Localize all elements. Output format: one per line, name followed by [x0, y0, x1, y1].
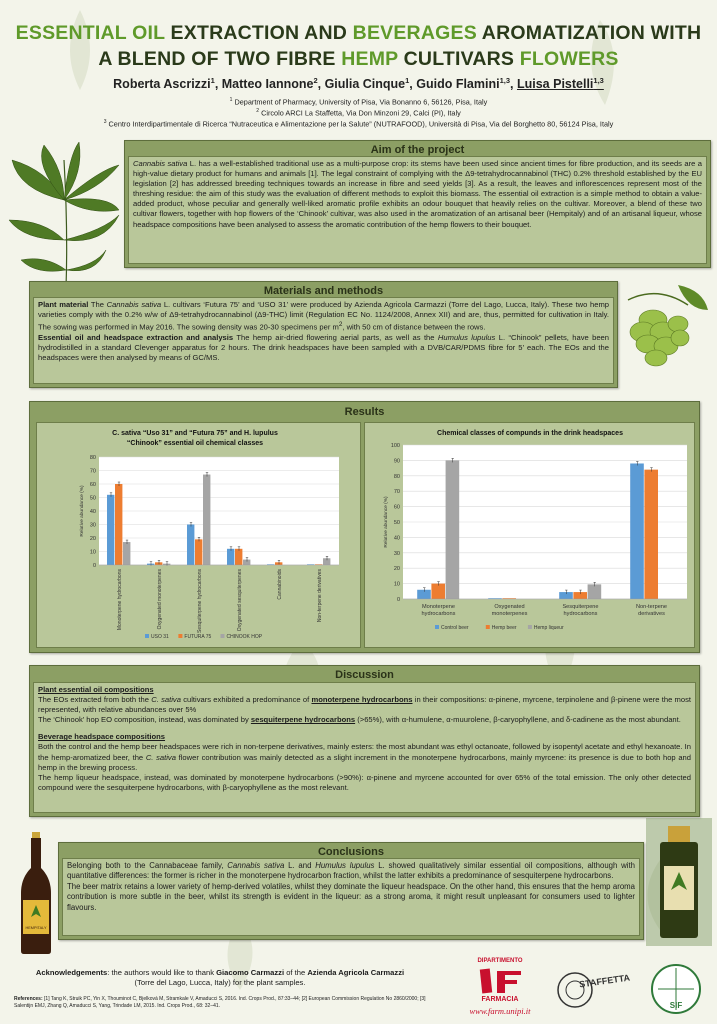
bar: [107, 495, 114, 565]
bar: [431, 584, 445, 599]
bar: [243, 560, 250, 565]
discussion-subheading-1: Plant essential oil compositions: [38, 685, 154, 694]
bar: [115, 484, 122, 565]
discussion-paragraph-2: The ‘Chinook’ hop EO composition, instead, was dominated by sesquiterpene hydrocarbons (>65%), with α-humulene, α-muurolene, β-caryophyllene, and δ-cadinene as the most abundant.: [38, 715, 681, 725]
hemp-plant-illustration: [8, 140, 123, 290]
y-tick-label: 100: [390, 443, 400, 449]
sif-logo: [648, 960, 704, 1018]
materials-heading: Materials and methods: [263, 285, 384, 297]
category-label: Monoterpene: [422, 604, 455, 610]
sif-text: SIF: [669, 1001, 683, 1010]
farmacia-logo: [460, 958, 540, 1003]
legend-swatch: [435, 625, 439, 629]
affiliation-2: $^2$ Circolo ARCI La Staffetta, Via Don Minzoni 29, Calci (PI), Italy: [256, 108, 461, 118]
bar: [573, 592, 587, 599]
aim-text: Cannabis sativa L. has a well-established traditional use as a multi-purpose crop: its stems have been used since ancient times for fibre production, and its seeds are a high-value dietary product for humans and animals [1]. The legal constraint of complying with the Δ9-tetrahydrocannabinol (THC) 0.2% threshold established by the EU legislation [2] has addressed breeding techniques towards an increase in fibre and seed yields [3]. As a result, the leaves and inflorescences represent most of the threshing residue: the aim of this study was the evaluation of different methods to exploit this biomass. The essential oil extraction is a simple method to obtain a value-added product, whose peculiar and generally well-liked aromatic profile exhibits an odour bouquet that heavily relies on the cultivar. Moreover, a blend of these two cultivar flowers, together with hop flowers of the ‘Chinook’ cultivar, was also used in the aromatization of an artisanal beer (Hempitaly) and of an artisanal liqueur, whose headspace compositions have been analysed to assess the aromatic contribution of the hemp flowers to their bouquet.: [133, 159, 702, 229]
aim-heading: Aim of the project: [370, 144, 465, 156]
references: References: [1] Tang K, Struik PC, Yin X, Thouminot C, Bjelková M, Stramkale V, Amaducci S, 2016. Ind. Crops Prod., 87:33–44; [2] European Commission Regulation No 2860/2000; [3] Salentijn EMJ, Zhang Q, Amaducci S, Yang, Trindade LM, 2015. Ind. Crops Prod., 68: 32–41.: [14, 996, 426, 1009]
category-label: hydrocarbons: [421, 611, 456, 617]
category-label: Oxygenated: [494, 604, 525, 610]
category-label: Oxygenated monoterpenes: [157, 569, 163, 630]
legend-swatch: [486, 625, 490, 629]
acknowledgements: Acknowledgements: the authors would like to thank Giacomo Carmazzi of the Azienda Agricola Carmazzi (Torre del Lago, Lucca, Italy) for the plant samples.: [35, 968, 405, 987]
discussion-paragraph-1: The EOs extracted from both the C. sativa cultivars exhibited a predominance of monoterpene hydrocarbons in their compositions: α-pinene, myrcene, terpinolene and β-pinene were the most represented, with relative abundances over 5%: [38, 695, 692, 715]
discussion-heading: Discussion: [335, 669, 394, 681]
conclusions-section: [58, 842, 644, 940]
discussion-text: [34, 683, 695, 795]
legend-label: FUTURA 75: [184, 634, 212, 640]
y-tick-label: 50: [89, 495, 96, 502]
y-tick-label: 10: [393, 581, 400, 588]
y-tick-label: 0: [396, 597, 400, 603]
legend-swatch: [178, 634, 182, 638]
chart-title: C. sativa “Uso 31” and “Futura 75” and H. lupulus: [112, 430, 278, 437]
chart-title-line2: “Chinook” essential oil chemical classes: [126, 440, 264, 447]
discussion-paragraph-3: Both the control and the hemp beer headspaces were rich in non-terpene derivatives, mainly esters: the most abundant was ethyl octanoate, followed by isopentyl acetate and ethyl hexanoate. In the hemp-aromatized beer, the C. sativa flower contribution was mainly detected as a slight increment in the monoterpene hydrocarbons, mainly myrcene: its presence is due to both hop and hemp in the brewing process.: [38, 742, 692, 772]
bar: [446, 460, 460, 599]
title-part: AROMATIZATION WITH A BLEND OF TWO FIBRE: [98, 22, 702, 70]
materials-text: Plant material The Cannabis sativa L. cultivars ‘Futura 75’ and ‘USO 31’ were produced by Azienda Agricola Carmazzi (Torre del Lago, Lucca, Italy). These two hemp varieties comply with the 0.2% w/w of Δ9-tetrahydrocannabinol (Δ9-THC) limit (Regulation EC No. 1124/2008, Annex XII) and are, thus, permitted for cultivation in Italy. The sowing was performed in May 2016. The sowing density was 20-30 specimens per $m^2$, with 50 cm of distance between the rows. Essential oil and headspace extraction and analysis The hemp air-dried flowering aerial parts, as well as the Humulus lupulus L. “Chinook” pellets, have been hydrodistilled in a standard Clevenger apparatus for 2 hours. The drink headspaces have been sampled with a DVB/CAR/PDMS fibre for 5’ each. The EOs and the headspaces were then analysed by means of GC/MS.: [38, 300, 609, 362]
legend-label: CHINOOK HOP: [226, 634, 263, 640]
poster-title: [10, 20, 707, 72]
title-part: FLOWERS: [519, 48, 619, 70]
y-tick-label: 40: [393, 535, 400, 542]
website-link[interactable]: www.farm.unipi.it: [469, 1006, 531, 1016]
author-name: Matteo Iannone$^2$: [221, 76, 318, 92]
title-part: ESSENTIAL OIL: [15, 22, 165, 44]
y-tick-label: 20: [89, 536, 96, 542]
bar: [203, 475, 210, 565]
title-part: HEMP: [341, 48, 399, 70]
materials-section: [29, 281, 618, 388]
y-tick-label: 10: [89, 549, 96, 556]
headspace-classes-chart: [365, 423, 694, 647]
category-label: Oxygenated sesquiterpenes: [237, 569, 243, 632]
y-tick-label: 40: [89, 509, 96, 515]
aim-section: [124, 140, 711, 268]
legend-swatch: [221, 634, 225, 638]
legend-swatch: [145, 634, 149, 638]
discussion-paragraph-4: The hemp liqueur headspace, instead, was dominated by monoterpene hydrocarbons (>90%): α-pinene and myrcene accounted for over 65% of the total emission. The only other detected compound were the sesquiterpene hydrocarbons, with β-caryophyllene as the most relevant.: [38, 772, 691, 792]
authors: Roberta Ascrizzi$^1$, Matteo Iannone$^2$, Giulia Cinque$^1$, Guido Flamini$^{1,3}$, Luisa Pistelli$^{1,3}$: [113, 76, 604, 92]
legend-label: Control beer: [441, 625, 469, 631]
dept-name: FARMACIA: [481, 996, 519, 1003]
affiliation-1: $^1$ Department of Pharmacy, University of Pisa, Via Bonanno 6, 56126, Pisa, Italy: [229, 97, 488, 107]
category-label: derivatives: [638, 611, 665, 617]
bar: [227, 549, 234, 565]
beer-bottle-illustration: [18, 830, 54, 955]
bar: [235, 549, 242, 565]
title-part: CULTIVARS: [398, 48, 520, 70]
conclusions-text: [63, 859, 639, 915]
bar: [123, 542, 130, 565]
author-name: Giulia Cinque$^1$: [324, 76, 410, 92]
staffetta-text: STAFFETTA: [578, 972, 631, 990]
y-tick-label: 30: [393, 550, 400, 557]
liqueur-bottle-illustration: [646, 818, 712, 946]
legend-swatch: [528, 625, 532, 629]
legend-label: USO 31: [151, 634, 169, 640]
y-tick-label: 0: [92, 563, 96, 569]
dept-label: DIPARTIMENTO: [477, 958, 523, 964]
category-label: Sesquiterpene hydrocarbons: [197, 569, 203, 633]
affiliation-3: $^3$ Centro Interdipartimentale di Ricerca “Nutraceutica e Alimentazione per la Salute” (NUTRAFOOD), Università di Pisa, Via del Borghetto 80, 56124 Pisa, Italy: [103, 119, 614, 129]
category-label: Non-terpene: [635, 604, 668, 610]
y-tick-label: 30: [89, 522, 96, 529]
category-label: hydrocarbons: [563, 611, 598, 617]
y-axis-label: Relative abundance (%): [80, 485, 85, 537]
eo-classes-chart: [37, 423, 360, 647]
y-tick-label: 50: [393, 520, 400, 526]
author-name: Guido Flamini$^{1,3}$: [416, 76, 511, 92]
bar: [417, 590, 431, 599]
legend-label: Hemp beer: [491, 625, 517, 631]
bar: [588, 584, 602, 599]
bar: [275, 562, 282, 565]
y-tick-label: 80: [89, 455, 96, 461]
discussion-subheading-2: Beverage headspace compositions: [38, 732, 166, 742]
category-label: Monoterpene hydrocarbons: [117, 569, 123, 631]
y-tick-label: 90: [393, 458, 400, 465]
title-part: BEVERAGES: [352, 22, 477, 44]
results-heading: Results: [344, 406, 385, 418]
bar: [559, 592, 573, 599]
bar: [323, 558, 330, 565]
leaning-tower-icon: [473, 965, 527, 995]
y-tick-label: 70: [89, 468, 96, 475]
y-axis-label: Relative abundance (%): [384, 496, 389, 548]
category-label: Sesquiterpene: [562, 604, 599, 610]
chart-title: Chemical classes of compunds in the drink headspaces: [437, 430, 623, 437]
bar: [644, 470, 658, 599]
discussion-section: [29, 665, 700, 817]
legend-label: Hemp liqueur: [533, 625, 564, 631]
conclusions-heading: Conclusions: [317, 846, 384, 858]
chart-panel-1: [36, 422, 361, 648]
bottle-label-text: HEMPITALY: [25, 926, 47, 930]
category-label: Cannabinoids: [277, 569, 283, 600]
title-part: EXTRACTION AND: [164, 22, 353, 44]
bar: [187, 525, 194, 566]
hop-cone-illustration: [618, 280, 713, 380]
y-tick-label: 60: [393, 504, 400, 511]
bar: [195, 539, 202, 565]
author-name: Roberta Ascrizzi$^1$: [113, 76, 215, 92]
results-section: [29, 401, 700, 653]
y-tick-label: 70: [393, 489, 400, 496]
conclusions-paragraph-1: Belonging both to the Cannabaceae family, Cannabis sativa L. and Humulus lupulus L. showed qualitatively similar essential oil compositions, although with quantitative differences: the former is richer in the monoterpene hydrocarbon fraction, whilst the latter exhibits a predominance of sesquiterpene hydrocarbons.: [67, 861, 635, 881]
staffetta-logo: [555, 962, 635, 1012]
category-label: Non-terpene derivatives: [317, 569, 323, 623]
y-tick-label: 20: [393, 566, 400, 573]
chart-panel-2: [364, 422, 695, 648]
bar: [630, 463, 644, 599]
bar: [155, 562, 162, 565]
y-tick-label: 60: [89, 482, 96, 488]
category-label: monoterpenes: [491, 611, 528, 617]
author-name: Luisa Pistelli$^{1,3}$: [516, 76, 604, 92]
y-tick-label: 80: [393, 473, 400, 480]
conclusions-paragraph-2: The beer matrix retains a lower variety of hemp-derived volatiles, whilst they dominate the liqueur headspace. On the other hand, this ensures that the hemp aroma contribution is more subtle in the beer, whilst its strength is evident in the liqueur: as a strong aroma, it might result unpleasant for consumers used to lighter flavours.: [67, 881, 635, 912]
